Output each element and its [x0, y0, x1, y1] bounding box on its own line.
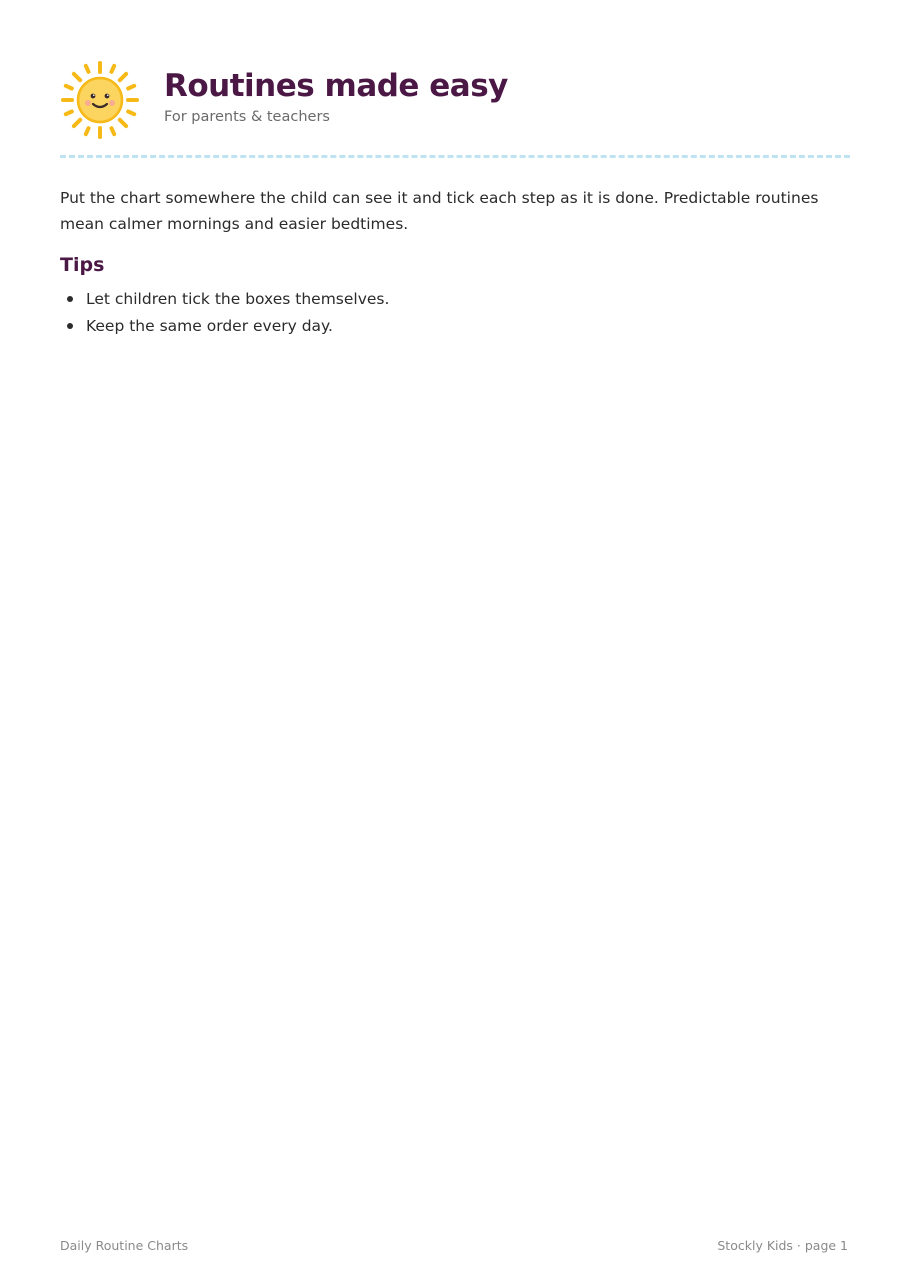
footer-document-title: Daily Routine Charts	[60, 1238, 189, 1253]
header-divider	[60, 155, 850, 158]
list-item	[60, 286, 850, 313]
tips-list	[60, 286, 850, 340]
intro-paragraph: Put the chart somewhere the child can see it and tick each step as it is done. Predictable routines mean calmer mornings and easier bedtimes.	[60, 189, 819, 233]
bullet-icon	[67, 323, 73, 329]
page-title: Routines made easy	[164, 68, 508, 104]
page-header	[60, 60, 850, 140]
list-item	[60, 313, 850, 340]
tip-text: Let children tick the boxes themselves.	[86, 290, 390, 308]
tips-heading: Tips	[60, 254, 105, 276]
bullet-icon	[67, 296, 73, 302]
tip-text: Keep the same order every day.	[86, 317, 333, 335]
smiling-sun-icon	[60, 60, 140, 140]
footer-page-number: Stockly Kids · page 1	[717, 1238, 848, 1253]
page-subtitle: For parents & teachers	[164, 109, 330, 125]
